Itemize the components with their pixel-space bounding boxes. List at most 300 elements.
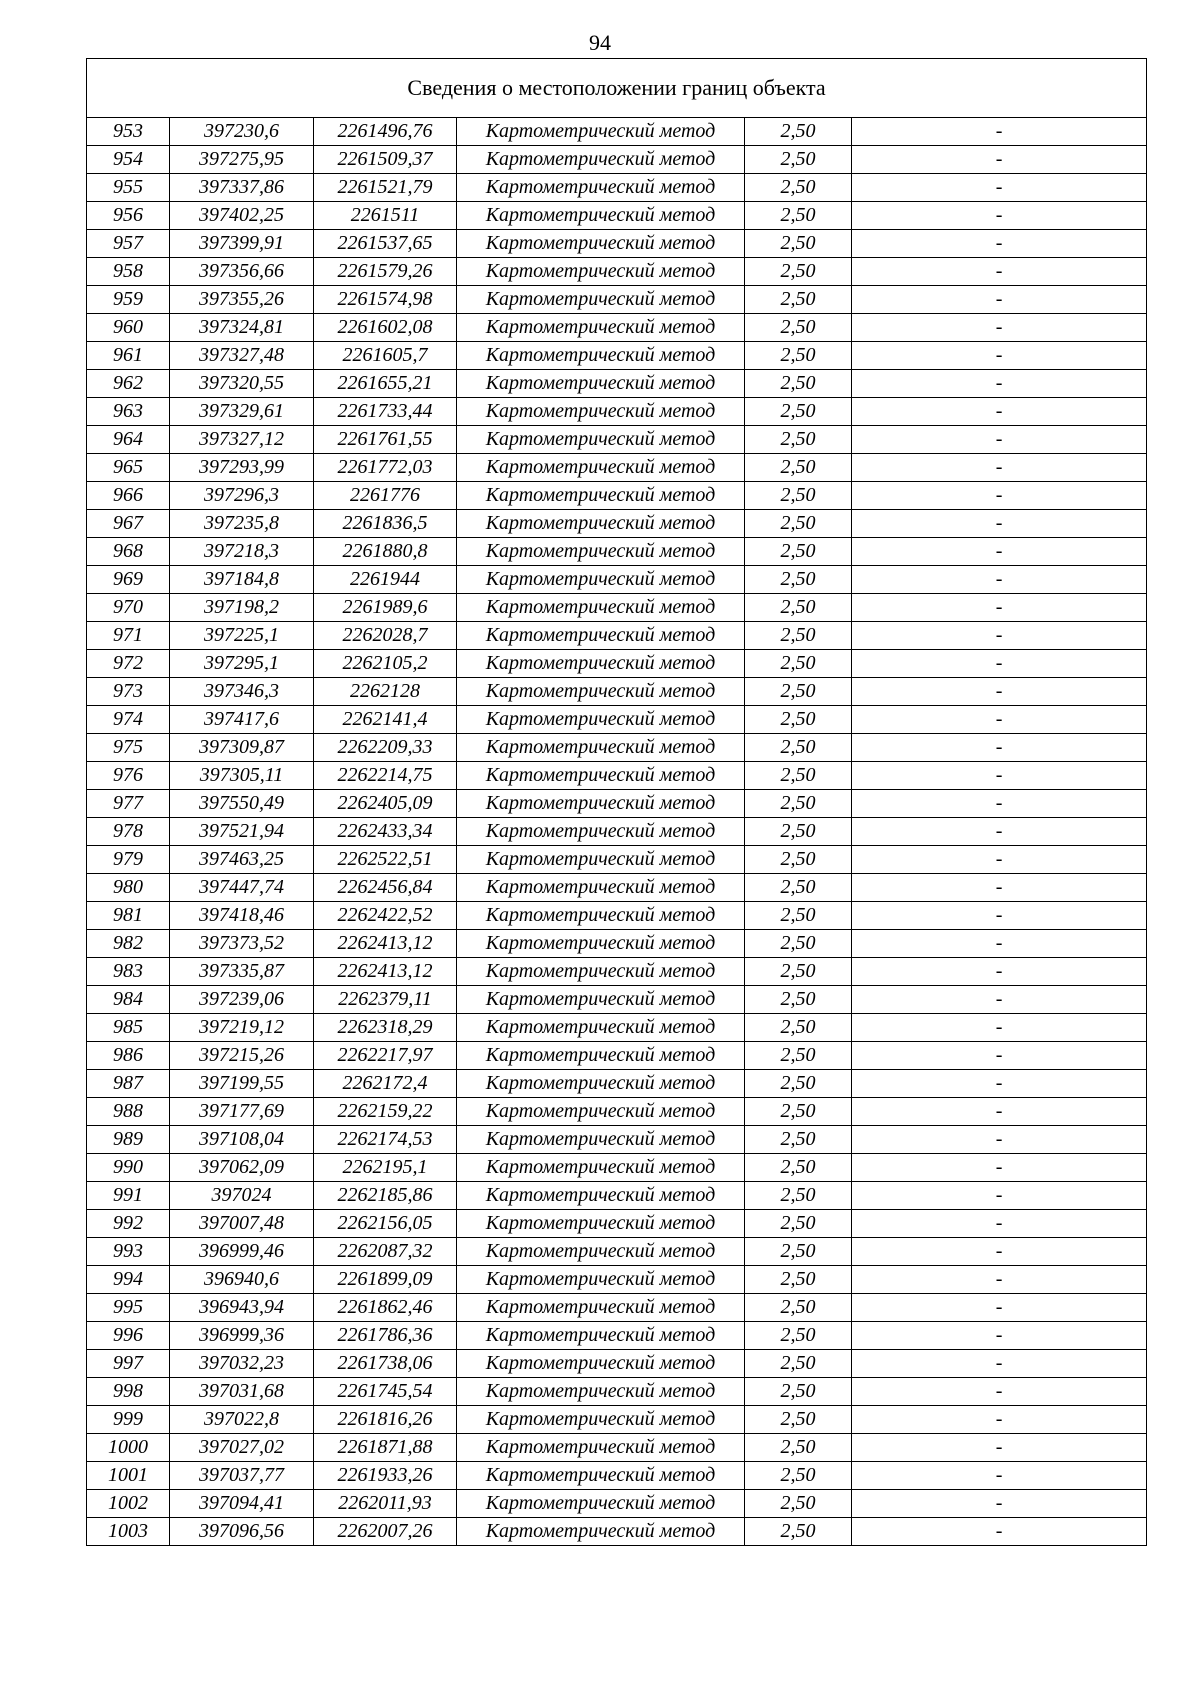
accuracy-cell: 2,50: [745, 258, 852, 286]
point-number-cell: 975: [87, 734, 170, 762]
accuracy-cell: 2,50: [745, 146, 852, 174]
accuracy-cell: 2,50: [745, 986, 852, 1014]
point-number-cell: 970: [87, 594, 170, 622]
method-cell: Картометрический метод: [457, 902, 745, 930]
accuracy-cell: 2,50: [745, 118, 852, 146]
table-row: [87, 1378, 1147, 1406]
table-row: [87, 818, 1147, 846]
point-number-cell: 977: [87, 790, 170, 818]
x-coordinate-cell: 397295,1: [170, 650, 314, 678]
point-number-cell: 955: [87, 174, 170, 202]
accuracy-cell: 2,50: [745, 706, 852, 734]
accuracy-cell: 2,50: [745, 398, 852, 426]
description-cell: -: [852, 286, 1147, 314]
description-cell: -: [852, 1182, 1147, 1210]
x-coordinate-cell: 396999,36: [170, 1322, 314, 1350]
description-cell: -: [852, 1490, 1147, 1518]
table-row: [87, 678, 1147, 706]
table-row: [87, 930, 1147, 958]
point-number-cell: 965: [87, 454, 170, 482]
accuracy-cell: 2,50: [745, 566, 852, 594]
accuracy-cell: 2,50: [745, 594, 852, 622]
x-coordinate-cell: 397447,74: [170, 874, 314, 902]
y-coordinate-cell: 2261521,79: [314, 174, 457, 202]
y-coordinate-cell: 2261880,8: [314, 538, 457, 566]
point-number-cell: 983: [87, 958, 170, 986]
description-cell: -: [852, 342, 1147, 370]
description-cell: -: [852, 1406, 1147, 1434]
point-number-cell: 993: [87, 1238, 170, 1266]
method-cell: Картометрический метод: [457, 1126, 745, 1154]
description-cell: -: [852, 790, 1147, 818]
point-number-cell: 1001: [87, 1462, 170, 1490]
method-cell: Картометрический метод: [457, 538, 745, 566]
x-coordinate-cell: 397329,61: [170, 398, 314, 426]
method-cell: Картометрический метод: [457, 1154, 745, 1182]
point-number-cell: 999: [87, 1406, 170, 1434]
point-number-cell: 996: [87, 1322, 170, 1350]
accuracy-cell: 2,50: [745, 734, 852, 762]
method-cell: Картометрический метод: [457, 1322, 745, 1350]
point-number-cell: 980: [87, 874, 170, 902]
description-cell: -: [852, 230, 1147, 258]
method-cell: Картометрический метод: [457, 650, 745, 678]
point-number-cell: 957: [87, 230, 170, 258]
description-cell: -: [852, 398, 1147, 426]
accuracy-cell: 2,50: [745, 1238, 852, 1266]
y-coordinate-cell: 2261836,5: [314, 510, 457, 538]
y-coordinate-cell: 2262195,1: [314, 1154, 457, 1182]
table-row: [87, 902, 1147, 930]
method-cell: Картометрический метод: [457, 1070, 745, 1098]
point-number-cell: 960: [87, 314, 170, 342]
accuracy-cell: 2,50: [745, 1490, 852, 1518]
method-cell: Картометрический метод: [457, 678, 745, 706]
description-cell: -: [852, 622, 1147, 650]
y-coordinate-cell: 2261989,6: [314, 594, 457, 622]
description-cell: -: [852, 202, 1147, 230]
table-row: [87, 1322, 1147, 1350]
accuracy-cell: 2,50: [745, 1434, 852, 1462]
x-coordinate-cell: 397521,94: [170, 818, 314, 846]
point-number-cell: 1002: [87, 1490, 170, 1518]
description-cell: -: [852, 1322, 1147, 1350]
description-cell: -: [852, 510, 1147, 538]
y-coordinate-cell: 2261772,03: [314, 454, 457, 482]
description-cell: -: [852, 174, 1147, 202]
method-cell: Картометрический метод: [457, 1098, 745, 1126]
table-row: [87, 482, 1147, 510]
point-number-cell: 986: [87, 1042, 170, 1070]
method-cell: Картометрический метод: [457, 1490, 745, 1518]
y-coordinate-cell: 2262156,05: [314, 1210, 457, 1238]
method-cell: Картометрический метод: [457, 258, 745, 286]
table-row: [87, 286, 1147, 314]
x-coordinate-cell: 397356,66: [170, 258, 314, 286]
method-cell: Картометрический метод: [457, 706, 745, 734]
table-row: [87, 398, 1147, 426]
y-coordinate-cell: 2262217,97: [314, 1042, 457, 1070]
accuracy-cell: 2,50: [745, 230, 852, 258]
description-cell: -: [852, 594, 1147, 622]
boundary-coordinates-table: [86, 58, 1147, 1546]
table-row: [87, 1154, 1147, 1182]
method-cell: Картометрический метод: [457, 1266, 745, 1294]
description-cell: -: [852, 1098, 1147, 1126]
table-row: [87, 258, 1147, 286]
y-coordinate-cell: 2261786,36: [314, 1322, 457, 1350]
y-coordinate-cell: 2262413,12: [314, 930, 457, 958]
y-coordinate-cell: 2261511: [314, 202, 457, 230]
point-number-cell: 962: [87, 370, 170, 398]
x-coordinate-cell: 397355,26: [170, 286, 314, 314]
accuracy-cell: 2,50: [745, 426, 852, 454]
table-body: [87, 118, 1147, 1546]
method-cell: Картометрический метод: [457, 622, 745, 650]
point-number-cell: 959: [87, 286, 170, 314]
method-cell: Картометрический метод: [457, 1406, 745, 1434]
y-coordinate-cell: 2261496,76: [314, 118, 457, 146]
accuracy-cell: 2,50: [745, 1462, 852, 1490]
table-row: [87, 734, 1147, 762]
y-coordinate-cell: 2262422,52: [314, 902, 457, 930]
y-coordinate-cell: 2262028,7: [314, 622, 457, 650]
x-coordinate-cell: 396999,46: [170, 1238, 314, 1266]
accuracy-cell: 2,50: [745, 958, 852, 986]
table-row: [87, 454, 1147, 482]
description-cell: -: [852, 1154, 1147, 1182]
table-row: [87, 1098, 1147, 1126]
method-cell: Картометрический метод: [457, 874, 745, 902]
accuracy-cell: 2,50: [745, 1294, 852, 1322]
boundary-table-container: [86, 58, 1146, 1546]
point-number-cell: 994: [87, 1266, 170, 1294]
description-cell: -: [852, 1266, 1147, 1294]
point-number-cell: 987: [87, 1070, 170, 1098]
y-coordinate-cell: 2261655,21: [314, 370, 457, 398]
y-coordinate-cell: 2261862,46: [314, 1294, 457, 1322]
x-coordinate-cell: 397305,11: [170, 762, 314, 790]
y-coordinate-cell: 2262433,34: [314, 818, 457, 846]
description-cell: -: [852, 118, 1147, 146]
x-coordinate-cell: 397027,02: [170, 1434, 314, 1462]
x-coordinate-cell: 397037,77: [170, 1462, 314, 1490]
method-cell: Картометрический метод: [457, 174, 745, 202]
accuracy-cell: 2,50: [745, 202, 852, 230]
x-coordinate-cell: 396940,6: [170, 1266, 314, 1294]
method-cell: Картометрический метод: [457, 790, 745, 818]
y-coordinate-cell: 2262128: [314, 678, 457, 706]
accuracy-cell: 2,50: [745, 342, 852, 370]
point-number-cell: 967: [87, 510, 170, 538]
description-cell: -: [852, 146, 1147, 174]
accuracy-cell: 2,50: [745, 482, 852, 510]
x-coordinate-cell: 397327,12: [170, 426, 314, 454]
y-coordinate-cell: 2261605,7: [314, 342, 457, 370]
y-coordinate-cell: 2262174,53: [314, 1126, 457, 1154]
y-coordinate-cell: 2262159,22: [314, 1098, 457, 1126]
x-coordinate-cell: 397108,04: [170, 1126, 314, 1154]
description-cell: -: [852, 706, 1147, 734]
table-row: [87, 1238, 1147, 1266]
y-coordinate-cell: 2262379,11: [314, 986, 457, 1014]
table-row: [87, 846, 1147, 874]
point-number-cell: 995: [87, 1294, 170, 1322]
description-cell: -: [852, 762, 1147, 790]
description-cell: -: [852, 1350, 1147, 1378]
accuracy-cell: 2,50: [745, 1154, 852, 1182]
y-coordinate-cell: 2261579,26: [314, 258, 457, 286]
y-coordinate-cell: 2262087,32: [314, 1238, 457, 1266]
x-coordinate-cell: 397296,3: [170, 482, 314, 510]
description-cell: -: [852, 538, 1147, 566]
method-cell: Картометрический метод: [457, 818, 745, 846]
table-row: [87, 1182, 1147, 1210]
point-number-cell: 979: [87, 846, 170, 874]
description-cell: -: [852, 314, 1147, 342]
table-row: [87, 118, 1147, 146]
table-row: [87, 510, 1147, 538]
point-number-cell: 984: [87, 986, 170, 1014]
accuracy-cell: 2,50: [745, 790, 852, 818]
page-number: 94: [589, 30, 611, 55]
point-number-cell: 972: [87, 650, 170, 678]
x-coordinate-cell: 397324,81: [170, 314, 314, 342]
table-row: [87, 146, 1147, 174]
table-row: [87, 1490, 1147, 1518]
point-number-cell: 982: [87, 930, 170, 958]
accuracy-cell: 2,50: [745, 174, 852, 202]
method-cell: Картометрический метод: [457, 1210, 745, 1238]
point-number-cell: 961: [87, 342, 170, 370]
method-cell: Картометрический метод: [457, 1378, 745, 1406]
method-cell: Картометрический метод: [457, 146, 745, 174]
description-cell: -: [852, 1126, 1147, 1154]
method-cell: Картометрический метод: [457, 1182, 745, 1210]
x-coordinate-cell: 397031,68: [170, 1378, 314, 1406]
table-row: [87, 1070, 1147, 1098]
x-coordinate-cell: 397215,26: [170, 1042, 314, 1070]
method-cell: Картометрический метод: [457, 566, 745, 594]
table-row: [87, 1126, 1147, 1154]
x-coordinate-cell: 397094,41: [170, 1490, 314, 1518]
table-row: [87, 342, 1147, 370]
table-row: [87, 1014, 1147, 1042]
x-coordinate-cell: 397198,2: [170, 594, 314, 622]
description-cell: -: [852, 734, 1147, 762]
description-cell: -: [852, 1294, 1147, 1322]
method-cell: Картометрический метод: [457, 510, 745, 538]
table-row: [87, 986, 1147, 1014]
accuracy-cell: 2,50: [745, 1014, 852, 1042]
table-row: [87, 426, 1147, 454]
accuracy-cell: 2,50: [745, 678, 852, 706]
y-coordinate-cell: 2262456,84: [314, 874, 457, 902]
accuracy-cell: 2,50: [745, 650, 852, 678]
point-number-cell: 998: [87, 1378, 170, 1406]
y-coordinate-cell: 2261509,37: [314, 146, 457, 174]
table-row: [87, 1266, 1147, 1294]
method-cell: Картометрический метод: [457, 454, 745, 482]
accuracy-cell: 2,50: [745, 510, 852, 538]
x-coordinate-cell: 397184,8: [170, 566, 314, 594]
table-row: [87, 538, 1147, 566]
accuracy-cell: 2,50: [745, 818, 852, 846]
x-coordinate-cell: 397418,46: [170, 902, 314, 930]
y-coordinate-cell: 2261574,98: [314, 286, 457, 314]
y-coordinate-cell: 2261602,08: [314, 314, 457, 342]
x-coordinate-cell: 397022,8: [170, 1406, 314, 1434]
x-coordinate-cell: 397219,12: [170, 1014, 314, 1042]
description-cell: -: [852, 566, 1147, 594]
description-cell: -: [852, 1434, 1147, 1462]
description-cell: -: [852, 678, 1147, 706]
accuracy-cell: 2,50: [745, 1266, 852, 1294]
y-coordinate-cell: 2261761,55: [314, 426, 457, 454]
accuracy-cell: 2,50: [745, 314, 852, 342]
accuracy-cell: 2,50: [745, 1126, 852, 1154]
accuracy-cell: 2,50: [745, 538, 852, 566]
y-coordinate-cell: 2261733,44: [314, 398, 457, 426]
method-cell: Картометрический метод: [457, 314, 745, 342]
table-title-row: [87, 59, 1147, 118]
x-coordinate-cell: 397024: [170, 1182, 314, 1210]
x-coordinate-cell: 397417,6: [170, 706, 314, 734]
point-number-cell: 981: [87, 902, 170, 930]
x-coordinate-cell: 397032,23: [170, 1350, 314, 1378]
table-row: [87, 174, 1147, 202]
method-cell: Картометрический метод: [457, 1434, 745, 1462]
table-row: [87, 650, 1147, 678]
accuracy-cell: 2,50: [745, 286, 852, 314]
x-coordinate-cell: 397399,91: [170, 230, 314, 258]
description-cell: -: [852, 370, 1147, 398]
description-cell: -: [852, 650, 1147, 678]
point-number-cell: 1003: [87, 1518, 170, 1546]
accuracy-cell: 2,50: [745, 874, 852, 902]
table-row: [87, 594, 1147, 622]
table-row: [87, 790, 1147, 818]
method-cell: Картометрический метод: [457, 930, 745, 958]
description-cell: -: [852, 258, 1147, 286]
point-number-cell: 971: [87, 622, 170, 650]
point-number-cell: 992: [87, 1210, 170, 1238]
method-cell: Картометрический метод: [457, 958, 745, 986]
point-number-cell: 1000: [87, 1434, 170, 1462]
description-cell: -: [852, 482, 1147, 510]
method-cell: Картометрический метод: [457, 846, 745, 874]
table-row: [87, 230, 1147, 258]
description-cell: -: [852, 846, 1147, 874]
description-cell: -: [852, 426, 1147, 454]
table-row: [87, 1518, 1147, 1546]
method-cell: Картометрический метод: [457, 286, 745, 314]
accuracy-cell: 2,50: [745, 1322, 852, 1350]
x-coordinate-cell: 397402,25: [170, 202, 314, 230]
point-number-cell: 964: [87, 426, 170, 454]
method-cell: Картометрический метод: [457, 342, 745, 370]
table-row: [87, 1042, 1147, 1070]
x-coordinate-cell: 397373,52: [170, 930, 314, 958]
accuracy-cell: 2,50: [745, 1406, 852, 1434]
accuracy-cell: 2,50: [745, 846, 852, 874]
x-coordinate-cell: 397335,87: [170, 958, 314, 986]
point-number-cell: 956: [87, 202, 170, 230]
method-cell: Картометрический метод: [457, 1350, 745, 1378]
point-number-cell: 989: [87, 1126, 170, 1154]
x-coordinate-cell: 397327,48: [170, 342, 314, 370]
x-coordinate-cell: 397463,25: [170, 846, 314, 874]
point-number-cell: 966: [87, 482, 170, 510]
y-coordinate-cell: 2261944: [314, 566, 457, 594]
point-number-cell: 958: [87, 258, 170, 286]
method-cell: Картометрический метод: [457, 202, 745, 230]
table-row: [87, 874, 1147, 902]
table-row: [87, 1294, 1147, 1322]
y-coordinate-cell: 2261871,88: [314, 1434, 457, 1462]
method-cell: Картометрический метод: [457, 1042, 745, 1070]
accuracy-cell: 2,50: [745, 1182, 852, 1210]
point-number-cell: 953: [87, 118, 170, 146]
y-coordinate-cell: 2262185,86: [314, 1182, 457, 1210]
point-number-cell: 990: [87, 1154, 170, 1182]
y-coordinate-cell: 2262011,93: [314, 1490, 457, 1518]
description-cell: -: [852, 958, 1147, 986]
description-cell: -: [852, 1378, 1147, 1406]
method-cell: Картометрический метод: [457, 118, 745, 146]
description-cell: -: [852, 874, 1147, 902]
y-coordinate-cell: 2262141,4: [314, 706, 457, 734]
accuracy-cell: 2,50: [745, 1378, 852, 1406]
method-cell: Картометрический метод: [457, 1462, 745, 1490]
x-coordinate-cell: 397225,1: [170, 622, 314, 650]
x-coordinate-cell: 397346,3: [170, 678, 314, 706]
x-coordinate-cell: 397309,87: [170, 734, 314, 762]
method-cell: Картометрический метод: [457, 1014, 745, 1042]
y-coordinate-cell: 2261816,26: [314, 1406, 457, 1434]
description-cell: -: [852, 1210, 1147, 1238]
table-row: [87, 1350, 1147, 1378]
y-coordinate-cell: 2262105,2: [314, 650, 457, 678]
accuracy-cell: 2,50: [745, 902, 852, 930]
x-coordinate-cell: 397062,09: [170, 1154, 314, 1182]
point-number-cell: 974: [87, 706, 170, 734]
description-cell: -: [852, 930, 1147, 958]
method-cell: Картометрический метод: [457, 734, 745, 762]
description-cell: -: [852, 1042, 1147, 1070]
method-cell: Картометрический метод: [457, 594, 745, 622]
y-coordinate-cell: 2261933,26: [314, 1462, 457, 1490]
method-cell: Картометрический метод: [457, 370, 745, 398]
y-coordinate-cell: 2261776: [314, 482, 457, 510]
accuracy-cell: 2,50: [745, 1210, 852, 1238]
accuracy-cell: 2,50: [745, 1070, 852, 1098]
table-row: [87, 1434, 1147, 1462]
y-coordinate-cell: 2262007,26: [314, 1518, 457, 1546]
x-coordinate-cell: 397275,95: [170, 146, 314, 174]
point-number-cell: 973: [87, 678, 170, 706]
table-row: [87, 958, 1147, 986]
point-number-cell: 978: [87, 818, 170, 846]
table-row: [87, 1210, 1147, 1238]
accuracy-cell: 2,50: [745, 370, 852, 398]
x-coordinate-cell: 397177,69: [170, 1098, 314, 1126]
accuracy-cell: 2,50: [745, 1042, 852, 1070]
y-coordinate-cell: 2262172,4: [314, 1070, 457, 1098]
point-number-cell: 969: [87, 566, 170, 594]
table-row: [87, 1462, 1147, 1490]
table-row: [87, 566, 1147, 594]
